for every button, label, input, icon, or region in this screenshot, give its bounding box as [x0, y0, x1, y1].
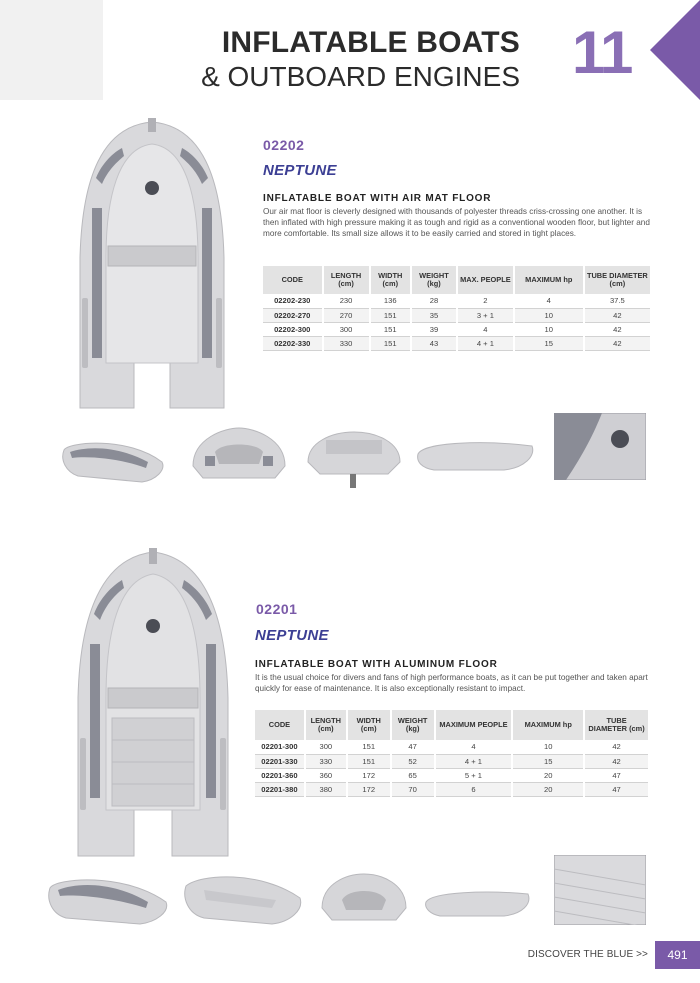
table-cell: 15	[514, 336, 584, 350]
column-header-max-hp: MAXIMUM hp	[514, 266, 584, 294]
table-row	[263, 322, 651, 336]
table-cell: 37.5	[584, 294, 651, 308]
table-cell: 02202-230	[263, 294, 323, 308]
table-cell: 270	[323, 308, 370, 322]
table-cell: 02201-300	[255, 740, 305, 754]
boat-thumbnail-side-image	[58, 428, 170, 492]
table-cell: 02202-300	[263, 322, 323, 336]
table-cell: 15	[512, 754, 584, 768]
table-row	[255, 754, 649, 768]
table-row	[263, 336, 651, 350]
table-cell: 10	[512, 740, 584, 754]
table-cell: 300	[305, 740, 347, 754]
product-title-02201: INFLATABLE BOAT WITH ALUMINUM FLOOR	[255, 659, 498, 670]
product-description-02201: It is the usual choice for divers and fans of high performance boats, as it can be put together and taken apart quickly for ease of maintenance. It is also exceptionally resistant to impact.	[255, 673, 648, 694]
table-cell: 70	[391, 782, 435, 796]
table-cell: 10	[514, 308, 584, 322]
table-cell: 5 + 1	[435, 768, 513, 782]
column-header-max-hp: MAXIMUM hp	[512, 710, 584, 740]
table-cell: 4	[457, 322, 514, 336]
brand-logo-neptune: NEPTUNE	[263, 162, 337, 179]
table-header-row	[255, 710, 649, 740]
column-header-tube-diameter: TUBE DIAMETER (cm)	[584, 266, 651, 294]
table-cell: 43	[411, 336, 457, 350]
column-header-tube-diameter: TUBE DIAMETER (cm)	[584, 710, 649, 740]
column-header-max-people: MAX. PEOPLE	[457, 266, 514, 294]
table-cell: 42	[584, 754, 649, 768]
table-cell: 42	[584, 336, 651, 350]
table-cell: 52	[391, 754, 435, 768]
brand-logo-neptune: NEPTUNE	[255, 627, 329, 644]
table-cell: 65	[391, 768, 435, 782]
table-cell: 151	[370, 336, 411, 350]
table-cell: 172	[347, 782, 391, 796]
boat-thumbnail-front-image	[316, 866, 412, 930]
boat-thumbnail-profile-image	[422, 880, 534, 926]
table-row	[263, 294, 651, 308]
table-cell: 42	[584, 322, 651, 336]
product-title-02202: INFLATABLE BOAT WITH AIR MAT FLOOR	[263, 193, 492, 204]
table-cell: 330	[305, 754, 347, 768]
table-header-row	[263, 266, 651, 294]
column-header-length: LENGTH (cm)	[323, 266, 370, 294]
spec-table-02201	[255, 710, 650, 797]
table-cell: 230	[323, 294, 370, 308]
boat-thumbnail-profile-image	[414, 430, 538, 482]
column-header-width: WIDTH (cm)	[347, 710, 391, 740]
table-cell: 02202-270	[263, 308, 323, 322]
column-header-max-people: MAXIMUM PEOPLE	[435, 710, 513, 740]
table-cell: 02201-360	[255, 768, 305, 782]
table-cell: 6	[435, 782, 513, 796]
table-cell: 10	[514, 322, 584, 336]
boat-thumbnail-detail-image	[554, 413, 646, 480]
chapter-tab-arrow-icon	[648, 0, 700, 100]
table-cell: 3 + 1	[457, 308, 514, 322]
table-cell: 136	[370, 294, 411, 308]
table-cell: 151	[370, 322, 411, 336]
table-cell: 360	[305, 768, 347, 782]
page-title	[201, 26, 520, 94]
table-row	[255, 782, 649, 796]
table-cell: 02201-330	[255, 754, 305, 768]
table-cell: 330	[323, 336, 370, 350]
table-cell: 172	[347, 768, 391, 782]
table-cell: 02201-380	[255, 782, 305, 796]
table-cell: 4 + 1	[435, 754, 513, 768]
table-cell: 47	[584, 782, 649, 796]
table-cell: 42	[584, 740, 649, 754]
footer-tagline: DISCOVER THE BLUE >>	[527, 949, 648, 960]
boat-thumbnail-side-image	[44, 864, 174, 936]
page-number: 491	[655, 941, 700, 969]
header-corner-block	[0, 0, 103, 100]
boat-thumbnail-floor-detail-image	[554, 855, 646, 925]
boat-top-view-image-02201	[60, 548, 246, 866]
boat-thumbnail-front-image	[302, 424, 406, 490]
boat-thumbnail-angle-image	[180, 862, 308, 934]
boat-top-view-image-02202	[62, 118, 242, 418]
table-cell: 4 + 1	[457, 336, 514, 350]
column-header-code: CODE	[263, 266, 323, 294]
table-cell: 39	[411, 322, 457, 336]
table-cell: 47	[584, 768, 649, 782]
table-cell: 02202-330	[263, 336, 323, 350]
product-code-02201: 02201	[256, 601, 298, 617]
column-header-code: CODE	[255, 710, 305, 740]
column-header-length: LENGTH (cm)	[305, 710, 347, 740]
table-cell: 2	[457, 294, 514, 308]
table-cell: 380	[305, 782, 347, 796]
column-header-weight: WEIGHT (kg)	[391, 710, 435, 740]
table-cell: 4	[514, 294, 584, 308]
page-title-line2: & OUTBOARD ENGINES	[201, 61, 520, 92]
table-cell: 20	[512, 768, 584, 782]
table-cell: 151	[347, 740, 391, 754]
table-cell: 4	[435, 740, 513, 754]
page-title-line1: INFLATABLE BOATS	[221, 26, 520, 59]
table-cell: 28	[411, 294, 457, 308]
chapter-number: 11	[572, 19, 632, 86]
table-cell: 151	[347, 754, 391, 768]
product-description-02202: Our air mat floor is cleverly designed with thousands of polyester threads criss-crossing one another. It is then inflated with high pressure making it as tough and rigid as a conventional wooden floor, but lighter and more comfortable. Its small size allows it to be easily carried and stored in tight places.	[263, 207, 650, 239]
table-cell: 151	[370, 308, 411, 322]
column-header-weight: WEIGHT (kg)	[411, 266, 457, 294]
table-row	[255, 768, 649, 782]
table-row	[263, 308, 651, 322]
table-cell: 47	[391, 740, 435, 754]
table-cell: 35	[411, 308, 457, 322]
table-row	[255, 740, 649, 754]
table-cell: 20	[512, 782, 584, 796]
column-header-width: WIDTH (cm)	[370, 266, 411, 294]
spec-table-02202	[263, 266, 652, 351]
boat-thumbnail-rear-image	[185, 422, 293, 488]
table-cell: 300	[323, 322, 370, 336]
table-cell: 42	[584, 308, 651, 322]
product-code-02202: 02202	[263, 137, 305, 153]
